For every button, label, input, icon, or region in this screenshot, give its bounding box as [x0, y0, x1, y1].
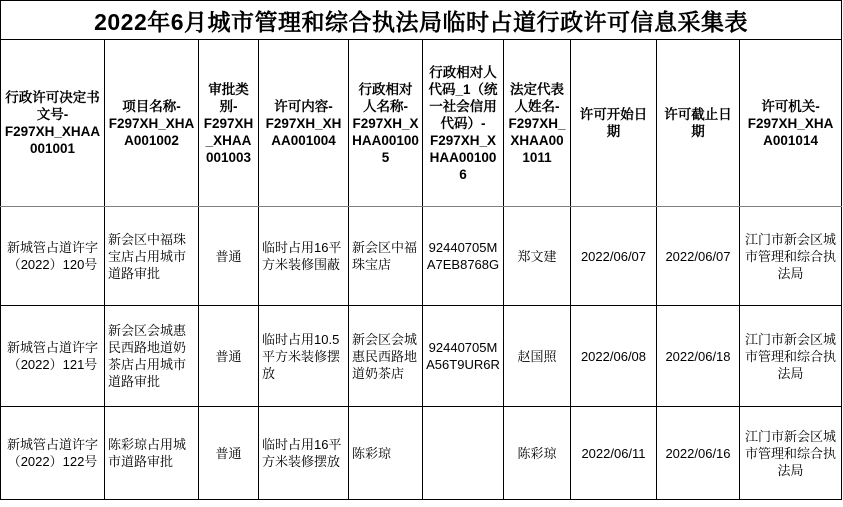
cell-permit-end-date: 2022/06/07 — [657, 207, 740, 306]
cell-permit-authority: 江门市新会区城市管理和综合执法局 — [740, 207, 842, 306]
cell-permit-start-date: 2022/06/08 — [571, 306, 657, 407]
cell-permit-start-date: 2022/06/07 — [571, 207, 657, 306]
cell-counterpart-credit-code: 92440705MA56T9UR6R — [423, 306, 504, 407]
cell-approval-category: 普通 — [199, 207, 259, 306]
cell-permit-content: 临时占用16平方米装修围蔽 — [259, 207, 349, 306]
cell-permit-content: 临时占用10.5平方米装修摆放 — [259, 306, 349, 407]
cell-project-name: 新会区中福珠宝店占用城市道路审批 — [105, 207, 199, 306]
cell-permit-authority: 江门市新会区城市管理和综合执法局 — [740, 407, 842, 500]
header-project-name: 项目名称-F297XH_XHAA001002 — [105, 40, 199, 207]
cell-approval-category: 普通 — [199, 407, 259, 500]
header-counterpart-credit-code: 行政相对人代码_1（统一社会信用代码）-F297XH_XHAA001006 — [423, 40, 504, 207]
header-permit-content: 许可内容-F297XH_XHAA001004 — [259, 40, 349, 207]
cell-counterpart-credit-code: 92440705MA7EB8768G — [423, 207, 504, 306]
header-approval-category: 审批类别-F297XH_XHAA001003 — [199, 40, 259, 207]
table-row — [1, 207, 842, 306]
cell-project-name: 新会区会城惠民西路地道奶茶店占用城市道路审批 — [105, 306, 199, 407]
header-permit-end-date: 许可截止日期 — [657, 40, 740, 207]
header-permit-start-date: 许可开始日期 — [571, 40, 657, 207]
cell-decision-doc-number: 新城管占道许字（2022）122号 — [1, 407, 105, 500]
cell-decision-doc-number: 新城管占道许字（2022）120号 — [1, 207, 105, 306]
title-row — [1, 1, 842, 40]
header-decision-doc-number: 行政许可决定书文号-F297XH_XHAA001001 — [1, 40, 105, 207]
cell-permit-end-date: 2022/06/18 — [657, 306, 740, 407]
cell-project-name: 陈彩琼占用城市道路审批 — [105, 407, 199, 500]
header-legal-rep-name: 法定代表人姓名-F297XH_XHAA001011 — [504, 40, 571, 207]
header-permit-authority: 许可机关-F297XH_XHAA001014 — [740, 40, 842, 207]
cell-legal-rep-name: 郑文建 — [504, 207, 571, 306]
cell-legal-rep-name: 陈彩琼 — [504, 407, 571, 500]
cell-permit-content: 临时占用16平方米装修摆放 — [259, 407, 349, 500]
cell-approval-category: 普通 — [199, 306, 259, 407]
cell-permit-start-date: 2022/06/11 — [571, 407, 657, 500]
cell-decision-doc-number: 新城管占道许字（2022）121号 — [1, 306, 105, 407]
page-title: 2022年6月城市管理和综合执法局临时占道行政许可信息采集表 — [1, 1, 842, 40]
cell-counterpart-name: 陈彩琼 — [349, 407, 423, 500]
header-row — [1, 40, 842, 207]
header-counterpart-name: 行政相对人名称-F297XH_XHAA001005 — [349, 40, 423, 207]
cell-counterpart-name: 新会区会城惠民西路地道奶茶店 — [349, 306, 423, 407]
cell-legal-rep-name: 赵国照 — [504, 306, 571, 407]
table-row — [1, 306, 842, 407]
table-row — [1, 407, 842, 500]
cell-counterpart-name: 新会区中福珠宝店 — [349, 207, 423, 306]
cell-permit-authority: 江门市新会区城市管理和综合执法局 — [740, 306, 842, 407]
cell-permit-end-date: 2022/06/16 — [657, 407, 740, 500]
cell-counterpart-credit-code — [423, 407, 504, 500]
